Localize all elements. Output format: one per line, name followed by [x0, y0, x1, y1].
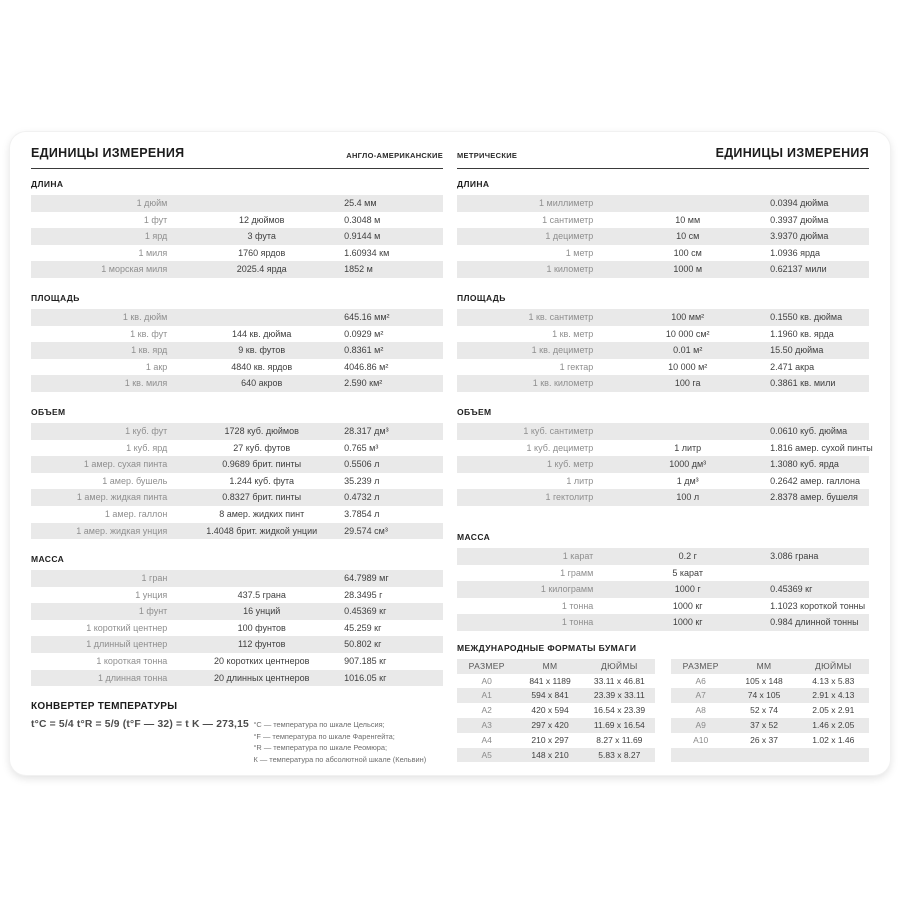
- table-cell: 1760 ярдов: [238, 247, 286, 258]
- volume-table-left: [31, 423, 443, 539]
- table-cell: 0.62137 мили: [770, 264, 827, 275]
- table-cell: 1 куб. сантиметр: [523, 425, 594, 436]
- table-row: [31, 620, 443, 637]
- table-cell: 8 амер. жидких пинт: [219, 508, 305, 519]
- table-cell: 1 карат: [562, 550, 594, 561]
- section-title: ДЛИНА: [457, 179, 490, 189]
- table-cell: [605, 195, 770, 212]
- table-cell: 0.45369 кг: [770, 584, 813, 595]
- table-row: [457, 659, 655, 674]
- table-cell: РАЗМЕР: [682, 660, 719, 671]
- table-cell: 4840 кв. ярдов: [231, 361, 293, 372]
- table-cell: 3 фута: [247, 231, 276, 242]
- table-row: [457, 245, 869, 262]
- table-row: [457, 748, 655, 763]
- table-cell: 144 кв. дюйма: [231, 328, 292, 339]
- table-cell: 0.8327 брит. пинты: [222, 492, 302, 503]
- temperature-formula: t°C = 5/4 t°R = 5/9 (t°F — 32) = t K — 273,15: [31, 719, 249, 731]
- table-row: [457, 473, 869, 490]
- paper-table-a6-a10: [671, 659, 869, 763]
- table-row: [31, 456, 443, 473]
- section-length-right: [457, 179, 869, 278]
- table-row: [31, 653, 443, 670]
- section-mass-right: [457, 532, 869, 631]
- table-row: [457, 489, 869, 506]
- table-row: [457, 342, 869, 359]
- table-cell: 1.4048 брит. жидкой унции: [206, 525, 318, 536]
- table-cell: ДЮЙМЫ: [601, 660, 638, 671]
- section-mass-left: [31, 554, 443, 686]
- table-cell: 1 кв. фут: [130, 328, 168, 339]
- reference-page-card: [10, 132, 890, 775]
- table-cell: 1 дм³: [676, 475, 699, 486]
- table-cell: 20 коротких центнеров: [214, 656, 310, 667]
- table-cell: 1 куб. ярд: [126, 442, 168, 453]
- table-row: [31, 212, 443, 229]
- table-cell: 112 фунтов: [237, 639, 286, 650]
- table-cell: 0.3861 кв. мили: [770, 378, 836, 389]
- table-cell: 64.7989 мг: [344, 573, 389, 584]
- table-cell: 210 x 297: [531, 734, 569, 745]
- table-cell: [179, 195, 344, 212]
- volume-table-right: [457, 423, 873, 506]
- table-row: [31, 636, 443, 653]
- table-cell: 1 кв. миля: [124, 378, 168, 389]
- table-cell: 1000 кг: [672, 617, 703, 628]
- table-row: [457, 309, 869, 326]
- table-cell: [770, 565, 869, 582]
- table-row: [31, 523, 443, 540]
- table-cell: A3: [481, 720, 492, 731]
- table-cell: A1: [481, 690, 492, 701]
- table-cell: 105 x 148: [745, 675, 783, 686]
- table-cell: [605, 423, 770, 440]
- table-row: [457, 423, 869, 440]
- table-row: [31, 570, 443, 587]
- section-title: МАССА: [457, 531, 491, 542]
- table-cell: 2.471 акра: [770, 361, 815, 372]
- table-cell: 26 x 37: [750, 734, 778, 745]
- table-cell: 0.0610 куб. дюйма: [770, 425, 848, 436]
- mass-table-left: [31, 570, 443, 686]
- paper-formats-title: МЕЖДУНАРОДНЫЕ ФОРМАТЫ БУМАГИ: [457, 642, 637, 653]
- table-cell: 1.1023 короткой тонны: [770, 600, 866, 611]
- table-cell: 35.239 л: [344, 475, 380, 486]
- table-cell: 100 фунтов: [237, 622, 286, 633]
- table-cell: 1 амер. сухая пинта: [83, 459, 168, 470]
- table-row: [457, 212, 869, 229]
- table-cell: 1 куб. метр: [546, 459, 594, 470]
- table-row: [457, 440, 873, 457]
- table-cell: 0.2 г: [678, 550, 697, 561]
- table-cell: 0.9689 брит. пинты: [222, 459, 302, 470]
- table-cell: 2.05 x 2.91: [812, 705, 855, 716]
- table-cell: 10 000 см²: [665, 328, 710, 339]
- table-cell: [179, 570, 344, 587]
- table-row: [31, 423, 443, 440]
- table-cell: 594 x 841: [531, 690, 569, 701]
- table-cell: 50.802 кг: [344, 639, 382, 650]
- table-row: [457, 614, 869, 631]
- table-cell: ММ: [542, 660, 558, 671]
- table-cell: 2.590 км²: [344, 378, 383, 389]
- table-row: [671, 718, 869, 733]
- table-row: [671, 703, 869, 718]
- table-cell: 1 дюйм: [136, 198, 168, 208]
- section-title: ДЛИНА: [31, 179, 64, 189]
- table-cell: 2.91 x 4.13: [812, 690, 855, 701]
- table-cell: 0.0929 м²: [344, 328, 384, 339]
- table-row: [457, 326, 869, 343]
- table-row: [457, 261, 869, 278]
- table-cell: 1 грамм: [560, 567, 594, 578]
- table-row: [457, 718, 655, 733]
- page-title-left: ЕДИНИЦЫ ИЗМЕРЕНИЯ: [31, 146, 185, 160]
- table-cell: 1 ярд: [144, 231, 168, 242]
- table-row: [31, 440, 443, 457]
- table-cell: 1016.05 кг: [344, 672, 387, 683]
- table-cell: 1 фут: [143, 214, 168, 225]
- table-cell: 29.574 см³: [344, 525, 388, 536]
- table-cell: 37 x 52: [750, 720, 778, 731]
- table-cell: 1728 куб. дюймов: [224, 425, 299, 436]
- table-row: [31, 228, 443, 245]
- table-row: [31, 342, 443, 359]
- table-row: [457, 598, 869, 615]
- table-cell: 437.5 грана: [237, 589, 286, 600]
- table-cell: 907.185 кг: [344, 656, 387, 667]
- table-row: [31, 670, 443, 687]
- column-metric: [457, 146, 873, 765]
- table-cell: 0.765 м³: [344, 442, 379, 453]
- table-row: [31, 506, 443, 523]
- table-row: [671, 659, 869, 674]
- table-cell: A8: [695, 705, 706, 716]
- section-title: ОБЪЕМ: [31, 406, 66, 417]
- table-cell: 45.259 кг: [344, 622, 382, 633]
- table-cell: [179, 309, 344, 326]
- table-cell: 33.11 x 46.81: [593, 675, 645, 686]
- table-cell: 15.50 дюйма: [770, 345, 824, 356]
- section-volume-left: [31, 407, 443, 539]
- table-cell: 640 акров: [241, 378, 283, 389]
- table-cell: 28.3495 г: [344, 589, 383, 600]
- area-table-left: [31, 309, 443, 392]
- table-row: [31, 309, 443, 326]
- page-title-right: ЕДИНИЦЫ ИЗМЕРЕНИЯ: [715, 146, 869, 160]
- note-line: °R — температура по шкале Реомюра;: [253, 743, 388, 753]
- table-cell: 1 амер. жидкая унция: [76, 525, 168, 536]
- table-row: [31, 359, 443, 376]
- area-table-right: [457, 309, 869, 392]
- table-cell: 1 куб. фут: [125, 425, 168, 436]
- table-cell: 27 куб. футов: [233, 442, 291, 453]
- table-cell: ДЮЙМЫ: [815, 660, 852, 671]
- card-inner: [31, 146, 873, 765]
- table-cell: [798, 748, 869, 763]
- table-cell: 4.13 x 5.83: [812, 675, 855, 686]
- table-cell: A0: [481, 675, 492, 686]
- table-cell: 1 миля: [138, 247, 168, 258]
- table-cell: [730, 748, 797, 763]
- table-cell: 0.8361 м²: [344, 345, 384, 356]
- table-cell: 1 короткий центнер: [86, 622, 168, 633]
- table-row: [457, 548, 869, 565]
- table-row: [457, 359, 869, 376]
- table-cell: 1.02 x 1.46: [812, 734, 855, 745]
- table-row: [31, 587, 443, 604]
- left-column-header: [31, 146, 443, 169]
- table-cell: 1 гектолитр: [545, 492, 594, 503]
- table-cell: 1 тонна: [561, 617, 594, 628]
- table-cell: A9: [695, 720, 706, 731]
- table-cell: 1 килограмм: [540, 584, 594, 595]
- mass-table-right: [457, 548, 869, 631]
- table-cell: 0.5506 л: [344, 459, 380, 470]
- table-cell: 1.46 x 2.05: [812, 720, 855, 731]
- section-paper-formats: [457, 643, 869, 763]
- paper-table-a0-a5: [457, 659, 655, 763]
- section-area-left: [31, 293, 443, 392]
- table-cell: A2: [481, 705, 492, 716]
- table-cell: 1000 м: [673, 264, 703, 275]
- table-cell: 5.83 x 8.27: [598, 749, 641, 760]
- table-cell: 1 миллиметр: [539, 198, 594, 208]
- table-cell: 1.0936 ярда: [770, 247, 821, 258]
- table-cell: 0.45369 кг: [344, 606, 387, 617]
- table-cell: 1 амер. галлон: [104, 508, 168, 519]
- table-cell: 9 кв. футов: [238, 345, 286, 356]
- table-cell: 1 морская миля: [101, 264, 168, 275]
- section-length-left: [31, 179, 443, 278]
- table-cell: 1 куб. дециметр: [526, 442, 594, 453]
- table-cell: 1 кв. ярд: [131, 345, 168, 356]
- table-cell: 1 кв. сантиметр: [528, 311, 594, 322]
- length-table-right: [457, 195, 869, 278]
- table-cell: 0.2642 амер. галлона: [770, 475, 861, 486]
- page-subtitle-left: АНГЛО-АМЕРИКАНСКИЕ: [346, 151, 443, 160]
- right-column-header: [457, 146, 869, 169]
- table-cell: 1 дециметр: [545, 231, 594, 242]
- page-subtitle-right: МЕТРИЧЕСКИЕ: [457, 151, 518, 160]
- table-cell: 1 сантиметр: [542, 214, 594, 225]
- table-cell: 2.8378 амер. бушеля: [770, 492, 858, 503]
- temperature-converter-title: КОНВЕРТЕР ТЕМПЕРАТУРЫ: [31, 701, 178, 713]
- table-cell: 11.69 x 16.54: [593, 720, 645, 731]
- table-row: [31, 261, 443, 278]
- table-row: [31, 195, 443, 212]
- table-cell: A5: [481, 749, 492, 760]
- table-row: [31, 375, 443, 392]
- table-row: [671, 748, 869, 763]
- table-cell: [671, 748, 730, 763]
- table-row: [457, 375, 869, 392]
- table-row: [457, 733, 655, 748]
- table-cell: 100 л: [676, 492, 700, 503]
- table-cell: 1 тонна: [561, 600, 594, 611]
- table-cell: 100 га: [674, 378, 701, 389]
- table-cell: 5 карат: [672, 567, 703, 578]
- table-row: [457, 581, 869, 598]
- table-cell: 1 кв. дюйм: [122, 311, 168, 322]
- table-row: [671, 688, 869, 703]
- temperature-converter: [31, 701, 443, 765]
- table-row: [457, 565, 869, 582]
- table-cell: 0.984 длинной тонны: [770, 617, 859, 628]
- table-cell: 1 километр: [546, 264, 594, 275]
- table-cell: ММ: [756, 660, 772, 671]
- table-row: [671, 733, 869, 748]
- table-cell: 645.16 мм²: [344, 311, 390, 322]
- table-cell: 0.9144 м: [344, 231, 381, 242]
- table-cell: 1.60934 км: [344, 247, 390, 258]
- table-cell: 1852 м: [344, 264, 373, 275]
- table-row: [31, 603, 443, 620]
- table-cell: 3.086 грана: [770, 550, 819, 561]
- table-cell: 1.816 амер. сухой пинты: [770, 442, 873, 453]
- table-cell: 1 метр: [565, 247, 594, 258]
- note-line: К — температура по абсолютной шкале (Кельвин): [253, 754, 427, 764]
- table-cell: 1 фунт: [138, 606, 168, 617]
- table-cell: 1 акр: [145, 361, 168, 372]
- section-volume-right: [457, 406, 873, 506]
- table-cell: 0.3937 дюйма: [770, 214, 829, 225]
- table-row: [31, 489, 443, 506]
- table-cell: A7: [695, 690, 706, 701]
- table-cell: 28.317 дм³: [344, 425, 389, 436]
- table-cell: 841 x 1189: [529, 675, 571, 686]
- table-cell: 12 дюймов: [238, 214, 285, 225]
- table-cell: 10 см: [676, 231, 700, 242]
- section-title: ОБЪЕМ: [457, 406, 492, 417]
- table-cell: 297 x 420: [531, 720, 569, 731]
- table-row: [31, 245, 443, 262]
- table-cell: 0.3048 м: [344, 214, 381, 225]
- table-cell: 52 x 74: [750, 705, 778, 716]
- length-table-left: [31, 195, 443, 278]
- temperature-converter-body: [31, 719, 443, 765]
- table-cell: A6: [695, 675, 706, 686]
- table-cell: 1 амер. жидкая пинта: [76, 492, 168, 503]
- table-cell: 20 длинных центнеров: [214, 672, 310, 683]
- section-area-right: [457, 293, 869, 392]
- table-cell: 148 x 210: [531, 749, 569, 760]
- note-line: °C — температура по шкале Цельсия;: [253, 720, 385, 730]
- table-cell: 25.4 мм: [344, 198, 377, 208]
- table-cell: A4: [481, 734, 492, 745]
- table-cell: 1000 кг: [672, 600, 703, 611]
- table-cell: A10: [693, 734, 709, 745]
- table-cell: 1000 дм³: [669, 459, 707, 470]
- table-cell: 16.54 x 23.39: [593, 705, 646, 716]
- note-line: °F — температура по шкале Фаренгейта;: [253, 731, 395, 741]
- table-cell: 10 мм: [675, 214, 701, 225]
- table-cell: 100 см: [673, 247, 702, 258]
- section-title: МАССА: [31, 554, 65, 565]
- table-cell: 1 кв. метр: [552, 328, 594, 339]
- table-cell: 0.4732 л: [344, 492, 380, 503]
- table-cell: РАЗМЕР: [468, 660, 505, 671]
- table-cell: 1 кв. дециметр: [531, 345, 594, 356]
- table-cell: 1 длинная тонна: [97, 672, 168, 683]
- table-cell: 16 унций: [243, 606, 281, 617]
- table-row: [457, 674, 655, 689]
- table-cell: 1 литр: [674, 442, 702, 453]
- section-title: ПЛОЩАДЬ: [31, 292, 80, 303]
- table-cell: 1 гектар: [559, 361, 594, 372]
- table-cell: 0.01 м²: [673, 345, 703, 356]
- table-row: [671, 674, 869, 689]
- table-cell: 1 длинный центнер: [86, 639, 168, 650]
- table-row: [457, 456, 869, 473]
- table-cell: 420 x 594: [531, 705, 569, 716]
- table-cell: 1.244 куб. фута: [229, 475, 295, 486]
- table-cell: 1 кв. километр: [532, 378, 594, 389]
- table-cell: 100 мм²: [671, 311, 705, 322]
- table-cell: 1 короткая тонна: [96, 656, 168, 667]
- table-cell: 2025.4 ярда: [236, 264, 287, 275]
- section-title: ПЛОЩАДЬ: [457, 292, 506, 303]
- table-row: [31, 473, 443, 490]
- table-cell: 23.39 x 33.11: [593, 690, 645, 701]
- table-cell: 1 литр: [566, 475, 594, 486]
- table-cell: 8.27 x 11.69: [596, 734, 643, 745]
- table-row: [457, 195, 869, 212]
- table-cell: 1 унция: [135, 589, 168, 600]
- table-row: [457, 688, 655, 703]
- paper-format-tables: [457, 659, 869, 763]
- column-anglo-american: [31, 146, 443, 765]
- table-row: [31, 326, 443, 343]
- temperature-scale-notes: [253, 719, 443, 765]
- table-cell: 0.0394 дюйма: [770, 198, 829, 208]
- table-row: [457, 228, 869, 245]
- table-cell: 3.9370 дюйма: [770, 231, 829, 242]
- table-cell: 10 000 м²: [668, 361, 708, 372]
- table-cell: 1 амер. бушель: [102, 475, 168, 486]
- table-cell: 1000 г: [674, 584, 701, 595]
- table-cell: 0.1550 кв. дюйма: [770, 311, 843, 322]
- table-cell: 4046.86 м²: [344, 361, 389, 372]
- table-cell: 1.3080 куб. ярда: [770, 459, 839, 470]
- table-row: [457, 703, 655, 718]
- table-cell: 3.7854 л: [344, 508, 380, 519]
- table-cell: 1.1960 кв. ярда: [770, 328, 834, 339]
- table-cell: 74 x 105: [747, 690, 781, 701]
- table-cell: 1 гран: [141, 573, 168, 584]
